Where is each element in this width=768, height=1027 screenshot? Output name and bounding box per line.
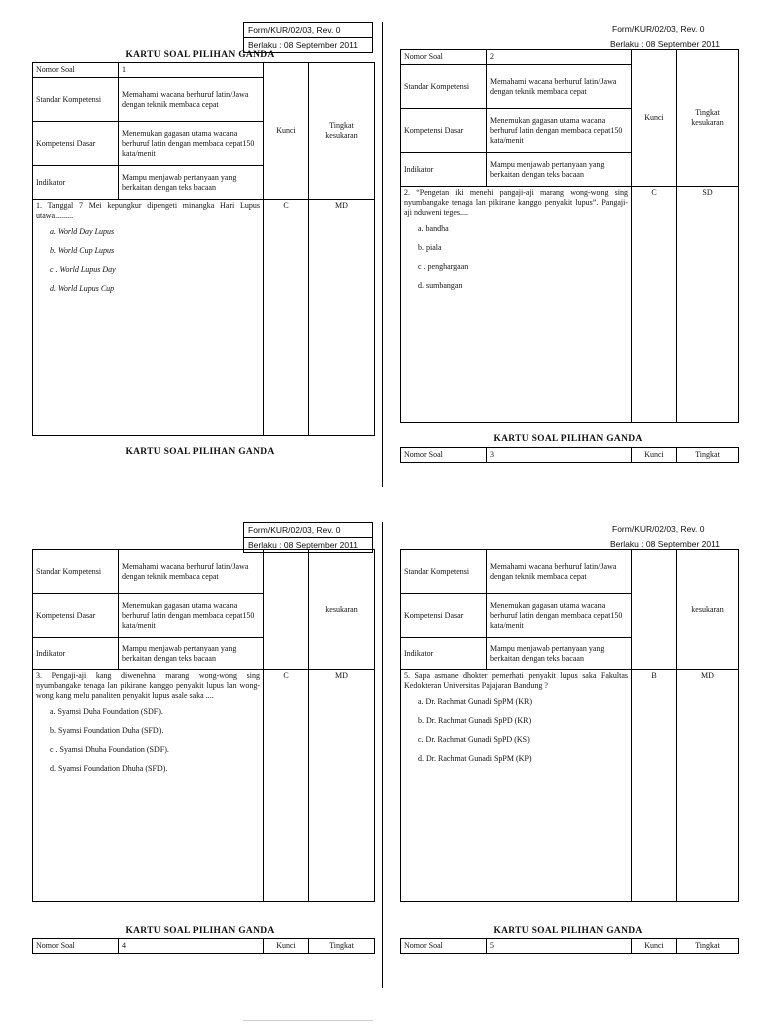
kunci-value: C [264, 670, 309, 902]
next-card-header-row [400, 447, 739, 463]
kunci-header: Kunci [632, 50, 677, 187]
tingkat-kesukaran-header: Tingkat kesukaran [309, 63, 375, 200]
standar-kompetensi-value: Memahami wacana berhuruf latin/Jawa dengan teknik membaca cepat [487, 550, 632, 594]
kunci-header: Kunci [264, 63, 309, 200]
option-a: a. bandha [418, 224, 449, 233]
indikator-value: Mampu menjawab pertanyaan yang berkaitan dengan teks bacaan [119, 638, 264, 670]
tingkat-kesukaran-header: Tingkat kesukaran [677, 50, 739, 187]
option-d: d. sumbangan [418, 281, 463, 290]
nomor-soal-value: 5 [487, 939, 632, 954]
indikator-label: Indikator [401, 153, 487, 187]
card-title: KARTU SOAL PILIHAN GANDA [125, 50, 275, 60]
berlaku-text: Berlaku : 08 September 2011 [610, 39, 720, 49]
option-a: a. Dr. Rachmat Gunadi SpPM (KR) [418, 697, 532, 706]
question-cell [401, 187, 632, 423]
berlaku-box: Berlaku : 08 September 2011 [243, 37, 373, 53]
kompetensi-dasar-label: Kompetensi Dasar [33, 122, 119, 166]
kunci-header [264, 550, 309, 670]
standar-kompetensi-label: Standar Kompetensi [33, 78, 119, 122]
question-text: 5. Sapa asmane dhokter pemerhati penyakit lupus saka Fakultas Kedokteran Universitas Pajajaran Bandung ? [404, 671, 628, 690]
nomor-soal-label: Nomor Soal [33, 939, 119, 954]
standar-kompetensi-label: Standar Kompetensi [33, 550, 119, 594]
question-cell [401, 670, 632, 902]
kunci-header [632, 550, 677, 670]
kesukaran-header: kesukaran [309, 550, 375, 670]
nomor-soal-label: Nomor Soal [401, 448, 487, 463]
kunci-value: C [264, 200, 309, 436]
tingkat-value: SD [677, 187, 739, 423]
next-card-header-row [32, 938, 375, 954]
standar-kompetensi-label: Standar Kompetensi [401, 550, 487, 594]
standar-kompetensi-value: Memahami wacana berhuruf latin/Jawa dengan teknik membaca cepat [119, 550, 264, 594]
kompetensi-dasar-value: Menemukan gagasan utama wacana berhuruf latin dengan membaca cepat150 kata/menit [119, 122, 264, 166]
tingkat-value: MD [309, 670, 375, 902]
tingkat-value: MD [677, 670, 739, 902]
question-text: 3. Pengaji-aji kang diwenehna marang wong-wong sing nyumbangake tenaga lan pikirane kanggo penyakit lupus lan wong-wong kang melu panaliten penyakit lupus asale saka .... [36, 671, 260, 700]
option-b: b. World Cup Lupus [50, 246, 115, 255]
kompetensi-dasar-label: Kompetensi Dasar [401, 594, 487, 638]
next-card-title: KARTU SOAL PILIHAN GANDA [125, 926, 275, 936]
indikator-value: Mampu menjawab pertanyaan yang berkaitan dengan teks bacaan [487, 638, 632, 670]
kompetensi-dasar-value: Menemukan gagasan utama wacana berhuruf latin dengan membaca cepat150 kata/menit [487, 109, 632, 153]
option-d: d. World Lupus Cup [50, 284, 115, 293]
kompetensi-dasar-value: Menemukan gagasan utama wacana berhuruf latin dengan membaca cepat150 kata/menit [487, 594, 632, 638]
indikator-label: Indikator [33, 166, 119, 200]
option-d: d. Syamsi Foundation Dhuha (SFD). [50, 764, 168, 773]
kompetensi-dasar-value: Menemukan gagasan utama wacana berhuruf latin dengan membaca cepat150 kata/menit [119, 594, 264, 638]
kunci-header: Kunci [264, 939, 309, 954]
next-card-title: KARTU SOAL PILIHAN GANDA [125, 447, 275, 457]
kunci-header: Kunci [632, 939, 677, 954]
option-b: b. Dr. Rachmat Gunadi SpPD (KR) [418, 716, 532, 725]
form-code-text: Form/KUR/02/03, Rev. 0 [612, 24, 705, 34]
kesukaran-header: kesukaran [677, 550, 739, 670]
indikator-label: Indikator [33, 638, 119, 670]
option-d: d. Dr. Rachmat Gunadi SpPM (KP) [418, 754, 532, 763]
column-divider-bottom [382, 522, 383, 988]
option-c: c . Syamsi Dhuha Foundation (SDF). [50, 745, 169, 754]
option-b: b. piala [418, 243, 442, 252]
nomor-soal-value: 3 [487, 448, 632, 463]
indikator-value: Mampu menjawab pertanyaan yang berkaitan dengan teks bacaan [119, 166, 264, 200]
next-card-header-row [400, 938, 739, 954]
kompetensi-dasar-label: Kompetensi Dasar [33, 594, 119, 638]
option-a: a. World Day Lupus [50, 227, 115, 236]
nomor-soal-value: 4 [119, 939, 264, 954]
kunci-header: Kunci [632, 448, 677, 463]
question-text: 1. Tanggal 7 Mei kepungkur dipengeti minangka Hari Lupus utawa......... [36, 201, 260, 220]
next-card-title: KARTU SOAL PILIHAN GANDA [493, 926, 643, 936]
question-card-3 [32, 549, 375, 902]
form-code-text: Form/KUR/02/03, Rev. 0 [612, 524, 705, 534]
question-card-4 [400, 549, 739, 902]
tingkat-header: Tingkat [677, 448, 739, 463]
question-card-2 [400, 49, 739, 423]
option-c: c . World Lupus Day [50, 265, 116, 274]
question-text: 2. “Pengetan iki menehi pangaji-aji marang wong-wong sing nyumbangake tenaga lan pikirane kanggo penyakit lupus”. Pangaji-aji nduweni teges.... [404, 188, 628, 217]
option-b: b. Syamsi Foundation Duha (SFD). [50, 726, 164, 735]
column-divider-top [382, 22, 383, 487]
berlaku-text: Berlaku : 08 September 2011 [610, 539, 720, 549]
indikator-label: Indikator [401, 638, 487, 670]
form-code-box: Form/KUR/02/03, Rev. 0 [243, 522, 373, 538]
nomor-soal-label: Nomor Soal [401, 50, 487, 65]
tingkat-header: Tingkat [677, 939, 739, 954]
nomor-soal-label: Nomor Soal [401, 939, 487, 954]
standar-kompetensi-value: Memahami wacana berhuruf latin/Jawa dengan teknik membaca cepat [487, 65, 632, 109]
kompetensi-dasar-label: Kompetensi Dasar [401, 109, 487, 153]
option-c: c . penghargaan [418, 262, 469, 271]
tingkat-value: MD [309, 200, 375, 436]
indikator-value: Mampu menjawab pertanyaan yang berkaitan dengan teks bacaan [487, 153, 632, 187]
kunci-value: C [632, 187, 677, 423]
question-cell [33, 670, 264, 902]
question-card-1 [32, 62, 375, 436]
form-code-box: Form/KUR/02/03, Rev. 0 [243, 22, 373, 38]
kunci-value: B [632, 670, 677, 902]
tingkat-header: Tingkat [309, 939, 375, 954]
nomor-soal-value: 1 [119, 63, 264, 78]
question-cell [33, 200, 264, 436]
nomor-soal-value: 2 [487, 50, 632, 65]
berlaku-box: Berlaku : 08 September 2011 [243, 537, 373, 553]
standar-kompetensi-label: Standar Kompetensi [401, 65, 487, 109]
option-a: a. Syamsi Duha Foundation (SDF). [50, 707, 163, 716]
option-c: c. Dr. Rachmat Gunadi SpPD (KS) [418, 735, 530, 744]
nomor-soal-label: Nomor Soal [33, 63, 119, 78]
standar-kompetensi-value: Memahami wacana berhuruf latin/Jawa dengan teknik membaca cepat [119, 78, 264, 122]
next-card-title: KARTU SOAL PILIHAN GANDA [493, 434, 643, 444]
